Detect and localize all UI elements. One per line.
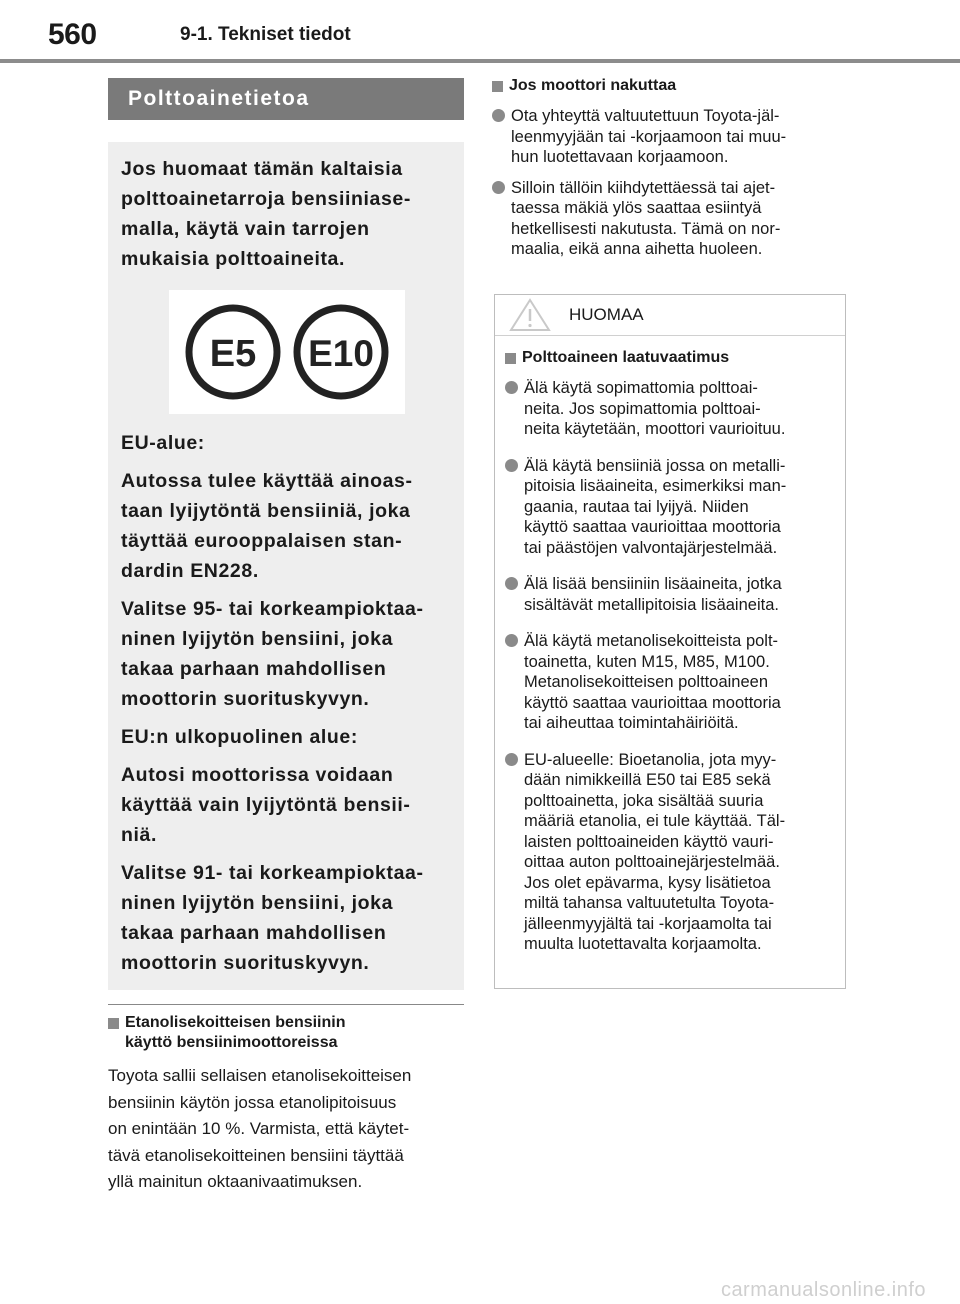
page-number: 560 <box>48 18 97 51</box>
left-column <box>108 78 464 1196</box>
list-item: Silloin tällöin kiihdytettäessä tai ajet- taessa mäkiä ylös saattaa esiintyä hetkellisesti nakutusta. Tämä on nor- maalia, eikä anna aihetta huoleen. <box>492 178 852 260</box>
square-bullet-icon <box>505 353 516 364</box>
bullet-dot-icon <box>505 753 518 766</box>
subsection-rule <box>108 1004 464 1005</box>
notice-header <box>495 295 845 336</box>
notice-bullet-list <box>505 378 835 955</box>
non-eu-text: Autosi moottorissa voidaan käyttää vain lyijytöntä bensii- niä. <box>121 764 411 846</box>
list-item: EU-alueelle: Bioetanolia, jota myy- dään nimikkeillä E50 tai E85 sekä polttoainetta, joka sisältää suuria määriä etanolia, ei tule käyttää. Täl- laisten polttoaineiden käyttö vauri- oittaa auton polttoainejärjestelmää. Jos olet epävarma, kysy lisätietoa miltä tahansa valtuutetulta Toyota- jälleenmyyjältä tai -korjaamolta tai muulta luotettavalta korjaamolta. <box>505 750 835 955</box>
section-banner <box>108 78 464 120</box>
notice-box <box>494 294 846 989</box>
knock-bullet-list <box>492 106 852 260</box>
ethanol-subheading: Etanolisekoitteisen bensiinin käyttö bensiinimoottoreissa <box>108 1013 464 1053</box>
eu-text: Autossa tulee käyttää ainoas- taan lyijytöntä bensiiniä, joka täyttää eurooppalaisen stan- dardin EN228. <box>121 470 413 582</box>
bullet-dot-icon <box>492 109 505 122</box>
watermark: carmanualsonline.info <box>720 1279 926 1301</box>
section-title: 9-1. Tekniset tiedot <box>180 24 351 45</box>
ethanol-body: Toyota sallii sellaisen etanolisekoitteisen bensiinin käytön jossa etanolipitoisuus on enintään 10 %. Varmista, että käytet- tävä etanolisekoitteinen bensiini täyttää yllä mainitun oktaanivaatimuksen. <box>108 1066 412 1191</box>
right-column <box>492 76 852 270</box>
e5-label-text: E5 <box>209 333 257 375</box>
warning-triangle-icon <box>509 298 551 332</box>
bullet-dot-icon <box>492 181 505 194</box>
non-eu-octane: Valitse 91- tai korkeampioktaa- ninen lyijytön bensiini, joka takaa parhaan mahdollisen moottorin suorituskyvyn. <box>121 862 424 974</box>
square-bullet-icon <box>108 1018 119 1029</box>
knock-heading: Jos moottori nakuttaa <box>492 76 852 96</box>
list-item: Älä käytä sopimattomia polttoai- neita. Jos sopimattomia polttoai- neita käytetään, moottori vaurioituu. <box>505 378 835 440</box>
e10-label-text: E10 <box>308 333 374 374</box>
notice-body <box>495 336 845 955</box>
list-item: Älä käytä bensiiniä jossa on metalli- pitoisia lisäaineita, esimerkiksi man- gaania, rautaa tai lyijyä. Niiden käyttö saattaa vaurioittaa moottoria tai päästöjen valvontajärjestelmää. <box>505 456 835 559</box>
list-item: Älä lisää bensiiniin lisäaineita, jotka sisältävät metallipitoisia lisäaineita. <box>505 574 835 615</box>
non-eu-heading: EU:n ulkopuolinen alue: <box>121 726 358 748</box>
bullet-dot-icon <box>505 577 518 590</box>
header-rule <box>0 59 960 63</box>
bullet-dot-icon <box>505 381 518 394</box>
notice-heading: Polttoaineen laatuvaatimus <box>505 348 835 368</box>
bullet-dot-icon <box>505 634 518 647</box>
list-item: Älä käytä metanolisekoitteista polt- toainetta, kuten M15, M85, M100. Metanolisekoitteisen polttoaineen käyttö saattaa vaurioittaa moottoria tai aiheuttaa toimintahäiriöitä. <box>505 631 835 734</box>
eu-octane: Valitse 95- tai korkeampioktaa- ninen lyijytön bensiini, joka takaa parhaan mahdollisen moottorin suorituskyvyn. <box>121 598 424 710</box>
fuel-label-image <box>169 290 405 414</box>
box-intro: Jos huomaat tämän kaltaisia polttoainetarroja bensiiniase- malla, käytä vain tarrojen mukaisia polttoaineita. <box>121 158 411 270</box>
square-bullet-icon <box>492 81 503 92</box>
section-banner-title: Polttoainetietoa <box>128 87 310 110</box>
eu-heading: EU-alue: <box>121 432 205 454</box>
notice-title: HUOMAA <box>569 305 644 324</box>
bullet-dot-icon <box>505 459 518 472</box>
fuel-info-box <box>108 142 464 990</box>
list-item: Ota yhteyttä valtuutettuun Toyota-jäl- leenmyyjään tai -korjaamoon tai muu- hun luotettavaan korjaamoon. <box>492 106 852 168</box>
